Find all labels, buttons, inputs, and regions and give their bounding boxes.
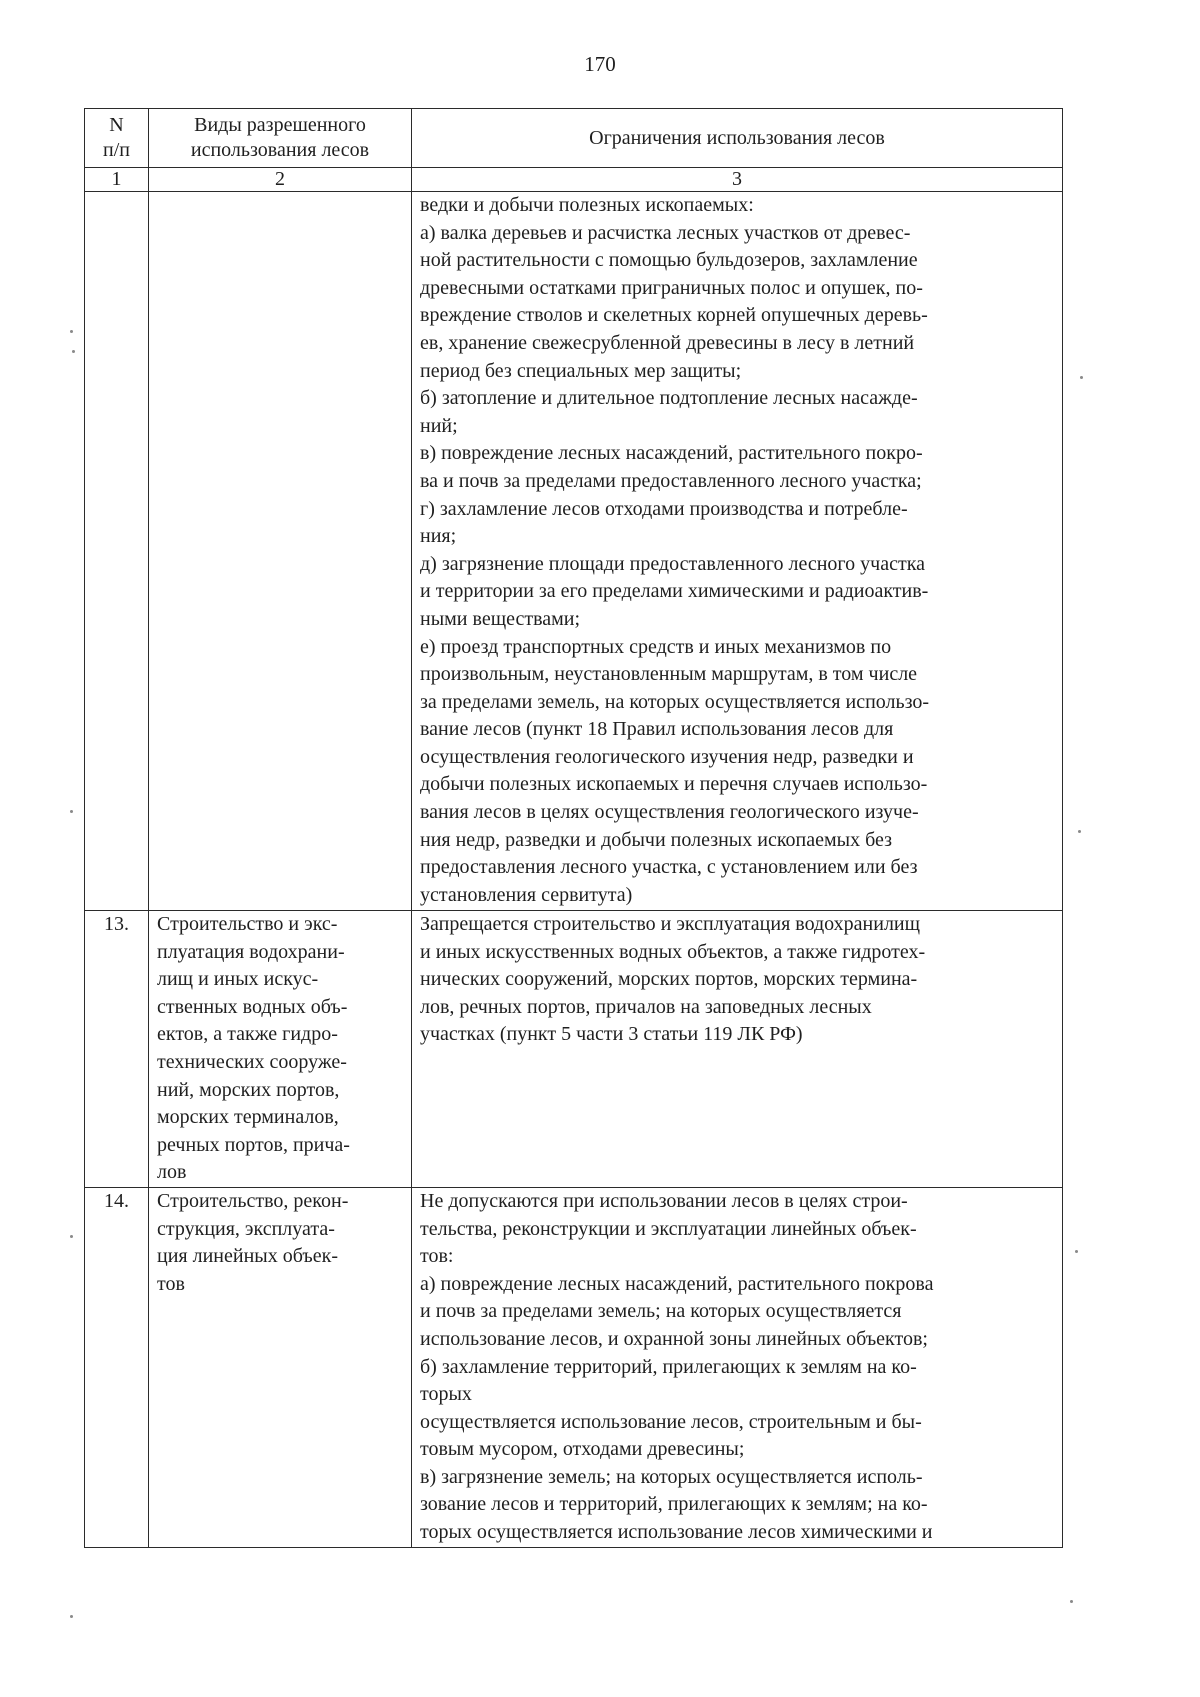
use-type-line: ектов, а также гидро- xyxy=(157,1023,338,1046)
restriction-line: а) валка деревьев и расчистка лесных участков от древес- xyxy=(420,221,911,244)
table-row xyxy=(85,911,1063,1188)
restriction-cell xyxy=(412,192,1063,911)
table-header-row xyxy=(85,109,1063,168)
header-restrictions xyxy=(412,109,1063,168)
restriction-cell xyxy=(412,911,1063,1188)
page-number: 170 xyxy=(584,52,616,76)
restriction-line: ной растительности с помощью бульдозеров, захламление xyxy=(420,249,918,272)
restriction-line: Не допускаются при использовании лесов в целях строи- xyxy=(420,1189,908,1212)
restriction-line: ний; xyxy=(420,414,458,437)
header-number-line-2: п/п xyxy=(103,139,130,161)
use-type-line: лищ и иных искус- xyxy=(157,968,319,991)
forest-use-restrictions-table xyxy=(84,108,1063,1548)
restriction-line: и территории за его пределами химическими и радиоактив- xyxy=(420,580,929,603)
restriction-line: нических сооружений, морских портов, морских термина- xyxy=(420,968,918,991)
restriction-line: товым мусором, отходами древесины; xyxy=(420,1438,745,1461)
column-number-1: 1 xyxy=(85,168,149,192)
restriction-line: зование лесов и территорий, прилегающих к землям; на ко- xyxy=(420,1493,928,1516)
column-number-2: 2 xyxy=(149,168,412,192)
restriction-line: ва и почв за пределами предоставленного лесного участка; xyxy=(420,469,922,492)
restriction-line: ведки и добычи полезных ископаемых: xyxy=(420,194,754,216)
use-type-line: тов xyxy=(157,1272,185,1295)
use-type-line: морских терминалов, xyxy=(157,1106,339,1129)
restriction-line: и почв за пределами земель; на которых осуществляется xyxy=(420,1300,902,1323)
use-type-line: ственных водных объ- xyxy=(157,995,348,1018)
table-row xyxy=(85,192,1063,911)
restriction-line: б) затопление и длительное подтопление лесных насажде- xyxy=(420,387,918,410)
use-type-line: Строительство, рекон- xyxy=(157,1189,349,1212)
restriction-line: б) захламление территорий, прилегающих к землям на ко- xyxy=(420,1355,917,1378)
restriction-line: лов, речных портов, причалов на заповедных лесных xyxy=(420,995,872,1018)
scan-speck xyxy=(1075,1250,1078,1253)
use-type-line: Строительство и экс- xyxy=(157,913,338,935)
restriction-line: д) загрязнение площади предоставленного лесного участка xyxy=(420,552,925,575)
header-use-type xyxy=(149,109,412,168)
use-type-line: плуатация водохрани- xyxy=(157,940,345,963)
restriction-line: торых xyxy=(420,1383,472,1406)
use-type-line: лов xyxy=(157,1161,187,1184)
column-number-3: 3 xyxy=(412,168,1063,192)
restriction-line: ния недр, разведки и добычи полезных ископаемых без xyxy=(420,828,893,851)
restriction-line: предоставления лесного участка, с установлением или без xyxy=(420,856,918,879)
restriction-line: вания лесов в целях осуществления геологического изуче- xyxy=(420,801,919,824)
restriction-line: период без специальных мер защиты; xyxy=(420,359,742,382)
header-number xyxy=(85,109,149,168)
use-type-line: струкция, эксплуата- xyxy=(157,1217,335,1240)
restriction-cell xyxy=(412,1187,1063,1547)
restriction-line: е) проезд транспортных средств и иных механизмов по xyxy=(420,635,892,658)
scan-speck xyxy=(1080,376,1083,379)
restriction-line: в) повреждение лесных насаждений, растительного покро- xyxy=(420,442,923,465)
restriction-line: ев, хранение свежесрубленной древесины в лесу в летний xyxy=(420,331,915,354)
scan-speck xyxy=(70,810,73,813)
table-row xyxy=(85,1187,1063,1547)
scan-speck xyxy=(70,1235,73,1238)
restriction-line: за пределами земель, на которых осуществляется использо- xyxy=(420,690,930,713)
use-type-cell xyxy=(149,192,412,911)
restriction-line: осуществляется использование лесов, строительным и бы- xyxy=(420,1410,922,1433)
header-use-type-line-1: Виды разрешенного xyxy=(194,114,366,136)
restriction-line: а) повреждение лесных насаждений, растительного покрова xyxy=(420,1272,934,1295)
use-type-line: технических сооруже- xyxy=(157,1050,347,1073)
restriction-line: торых осуществляется использование лесов химическими и xyxy=(420,1521,933,1544)
column-numbers-row xyxy=(85,168,1063,192)
scan-speck xyxy=(1070,1600,1073,1603)
scan-speck xyxy=(1078,830,1081,833)
header-restrictions-line-1: Ограничения использования лесов xyxy=(589,126,885,149)
restriction-line: вание лесов (пункт 18 Правил использования лесов для xyxy=(420,718,894,741)
restriction-line: добычи полезных ископаемых и перечня случаев использо- xyxy=(420,773,928,796)
use-type-cell xyxy=(149,1187,412,1547)
scan-speck xyxy=(70,1615,73,1618)
use-type-cell xyxy=(149,911,412,1188)
use-type-line: ний, морских портов, xyxy=(157,1078,340,1101)
restriction-line: и иных искусственных водных объектов, а также гидротех- xyxy=(420,940,926,963)
row-number: 13. xyxy=(85,911,149,1188)
restriction-line: установления сервитута) xyxy=(420,883,633,906)
row-number: 14. xyxy=(85,1187,149,1547)
restriction-line: осуществления геологического изучения недр, разведки и xyxy=(420,745,914,768)
restriction-line: ния; xyxy=(420,525,457,548)
restriction-line: произвольным, неустановленным маршрутам, в том числе xyxy=(420,663,918,686)
header-use-type-line-2: использования лесов xyxy=(190,139,370,161)
restriction-line: Запрещается строительство и эксплуатация водохранилищ xyxy=(420,913,921,935)
restriction-line: древесными остатками приграничных полос и опушек, по- xyxy=(420,276,923,299)
scan-speck xyxy=(70,330,73,333)
row-number xyxy=(85,192,149,911)
restriction-line: участках (пункт 5 части 3 статьи 119 ЛК РФ) xyxy=(420,1023,803,1046)
header-number-line-1: N xyxy=(109,114,124,136)
restriction-line: тов: xyxy=(420,1245,454,1268)
use-type-line: ция линейных объек- xyxy=(157,1245,338,1268)
restriction-line: вреждение стволов и скелетных корней опушечных деревь- xyxy=(420,304,928,327)
restriction-line: г) захламление лесов отходами производства и потребле- xyxy=(420,497,908,520)
restriction-line: ными веществами; xyxy=(420,607,581,630)
restriction-line: тельства, реконструкции и эксплуатации линейных объек- xyxy=(420,1217,917,1240)
restriction-line: использование лесов, и охранной зоны линейных объектов; xyxy=(420,1327,928,1350)
restriction-line: в) загрязнение земель; на которых осуществляется исполь- xyxy=(420,1465,923,1488)
scan-speck xyxy=(72,350,75,353)
use-type-line: речных портов, прича- xyxy=(157,1133,350,1156)
